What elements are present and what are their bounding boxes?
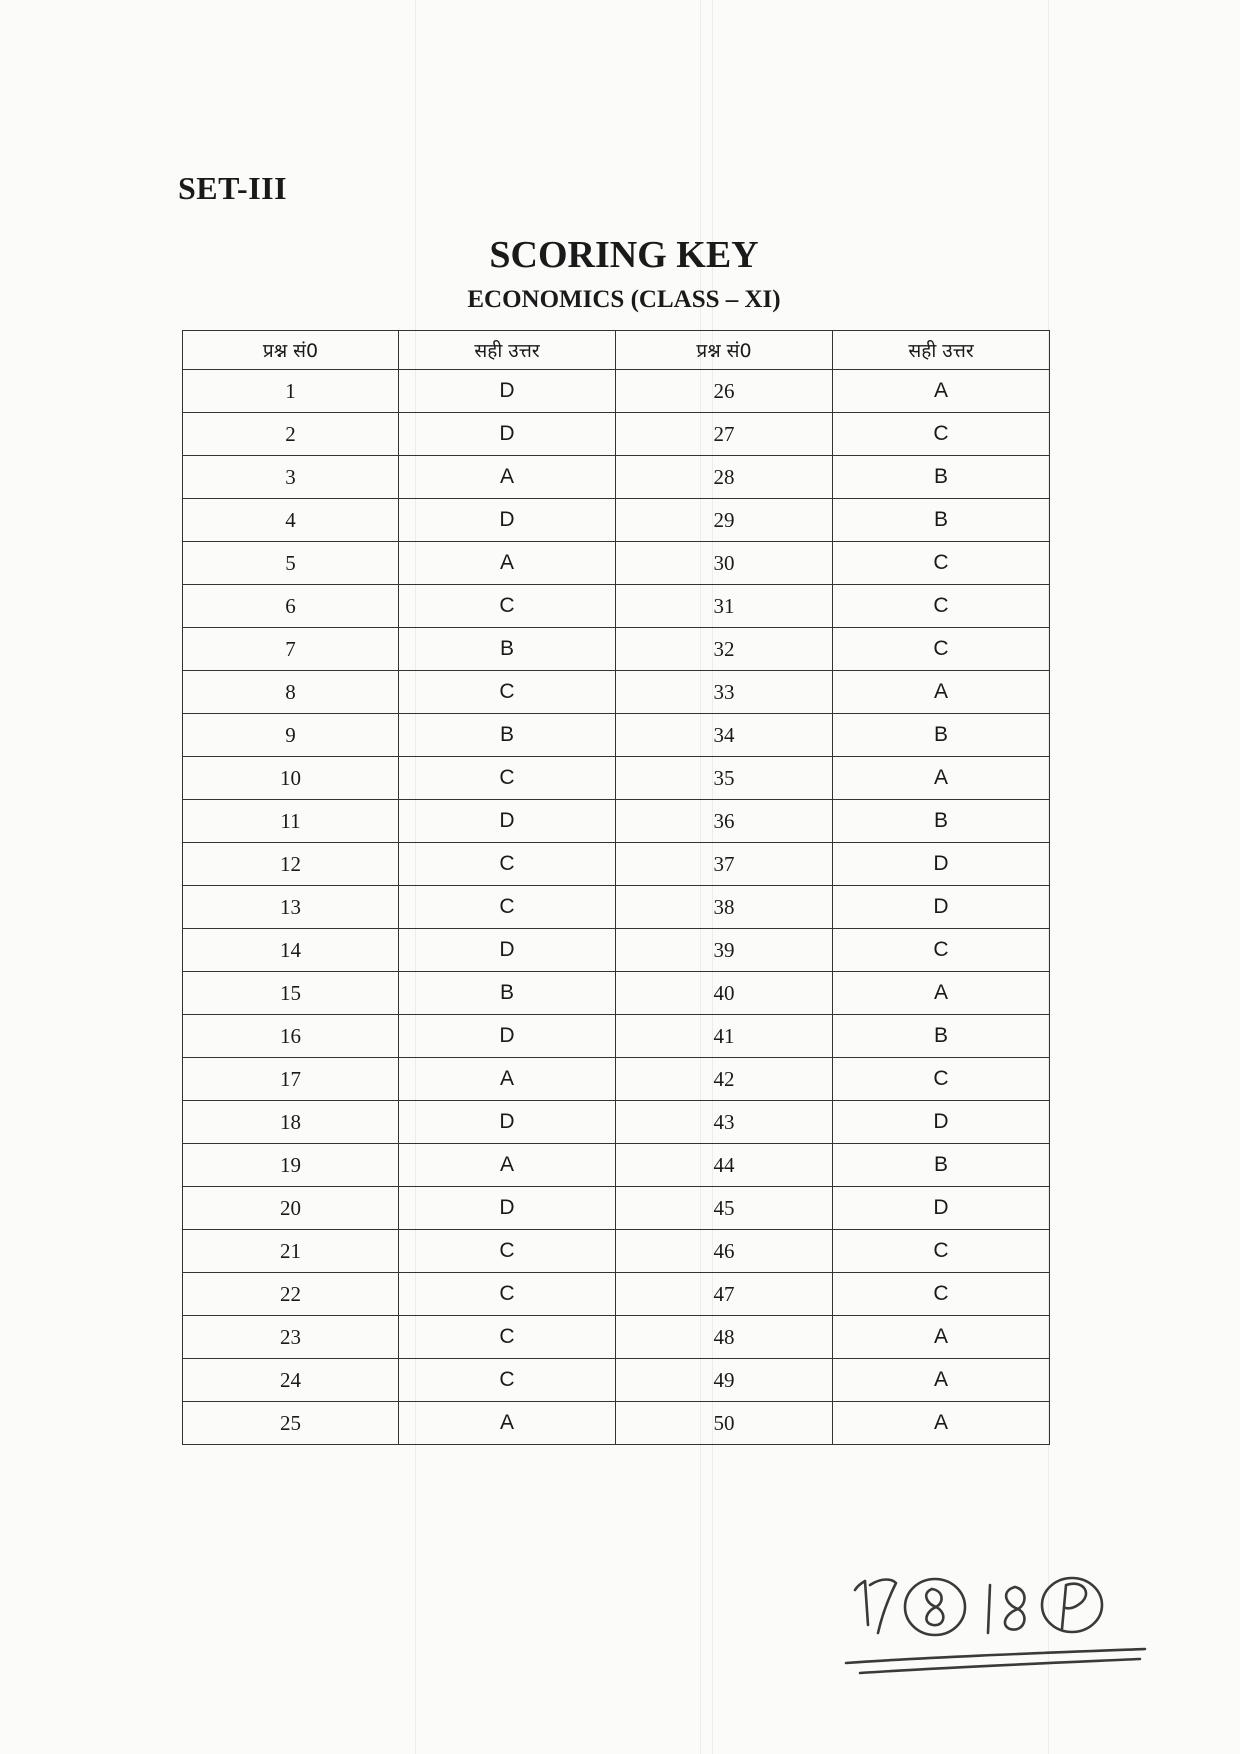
answer-cell: A — [833, 1316, 1050, 1359]
answer-cell: C — [399, 671, 616, 714]
answer-cell: A — [833, 671, 1050, 714]
answer-cell: A — [833, 757, 1050, 800]
table-row — [183, 499, 1050, 542]
question-number-cell: 50 — [616, 1402, 833, 1445]
answer-cell: A — [833, 972, 1050, 1015]
answer-cell: C — [833, 413, 1050, 456]
table-row — [183, 1058, 1050, 1101]
answer-cell: B — [399, 714, 616, 757]
question-number-cell: 3 — [183, 456, 399, 499]
question-number-cell: 5 — [183, 542, 399, 585]
set-label: SET-III — [178, 170, 288, 206]
answer-cell: A — [399, 1058, 616, 1101]
question-number-cell: 17 — [183, 1058, 399, 1101]
table-row — [183, 1101, 1050, 1144]
answer-cell: A — [399, 542, 616, 585]
question-number-cell: 26 — [616, 370, 833, 413]
table-row — [183, 757, 1050, 800]
answer-cell: B — [399, 628, 616, 671]
table-row — [183, 714, 1050, 757]
question-number-cell: 14 — [183, 929, 399, 972]
question-number-cell: 32 — [616, 628, 833, 671]
table-row — [183, 542, 1050, 585]
page-title: SCORING KEY — [489, 234, 759, 276]
answer-cell: A — [833, 370, 1050, 413]
answer-cell: D — [399, 929, 616, 972]
question-number-cell: 1 — [183, 370, 399, 413]
question-number-cell: 4 — [183, 499, 399, 542]
question-number-cell: 13 — [183, 886, 399, 929]
scoring-key-table — [182, 330, 1050, 1445]
answer-cell: C — [399, 1359, 616, 1402]
column-header-question-no: प्रश्न सं0 — [616, 331, 833, 370]
question-number-cell: 43 — [616, 1101, 833, 1144]
table-row — [183, 800, 1050, 843]
question-number-cell: 6 — [183, 585, 399, 628]
answer-cell: A — [833, 1359, 1050, 1402]
answer-cell: C — [833, 1273, 1050, 1316]
table-row — [183, 370, 1050, 413]
question-number-cell: 36 — [616, 800, 833, 843]
answer-cell: D — [399, 1187, 616, 1230]
answer-cell: B — [833, 800, 1050, 843]
question-number-cell: 24 — [183, 1359, 399, 1402]
question-number-cell: 30 — [616, 542, 833, 585]
question-number-cell: 22 — [183, 1273, 399, 1316]
question-number-cell: 11 — [183, 800, 399, 843]
answer-cell: C — [833, 929, 1050, 972]
answer-cell: B — [833, 499, 1050, 542]
answer-cell: D — [399, 499, 616, 542]
handwritten-signature — [840, 1555, 1160, 1695]
question-number-cell: 42 — [616, 1058, 833, 1101]
question-number-cell: 16 — [183, 1015, 399, 1058]
question-number-cell: 45 — [616, 1187, 833, 1230]
answer-cell: C — [399, 1230, 616, 1273]
question-number-cell: 28 — [616, 456, 833, 499]
table-row — [183, 1273, 1050, 1316]
answer-cell: C — [833, 542, 1050, 585]
question-number-cell: 23 — [183, 1316, 399, 1359]
table-row — [183, 1230, 1050, 1273]
answer-cell: D — [833, 1187, 1050, 1230]
page-subtitle: ECONOMICS (CLASS – XI) — [467, 286, 781, 313]
table-row — [183, 1316, 1050, 1359]
answer-cell: B — [833, 456, 1050, 499]
table-row — [183, 671, 1050, 714]
answer-cell: A — [399, 1144, 616, 1187]
question-number-cell: 46 — [616, 1230, 833, 1273]
question-number-cell: 44 — [616, 1144, 833, 1187]
answer-cell: B — [399, 972, 616, 1015]
table-row — [183, 929, 1050, 972]
question-number-cell: 47 — [616, 1273, 833, 1316]
column-header-correct-answer: सही उत्तर — [399, 331, 616, 370]
answer-cell: A — [399, 1402, 616, 1445]
question-number-cell: 19 — [183, 1144, 399, 1187]
table-row — [183, 1187, 1050, 1230]
answer-cell: A — [399, 456, 616, 499]
question-number-cell: 38 — [616, 886, 833, 929]
question-number-cell: 49 — [616, 1359, 833, 1402]
question-number-cell: 33 — [616, 671, 833, 714]
table-row — [183, 972, 1050, 1015]
table-row — [183, 585, 1050, 628]
answer-cell: A — [833, 1402, 1050, 1445]
question-number-cell: 31 — [616, 585, 833, 628]
question-number-cell: 35 — [616, 757, 833, 800]
question-number-cell: 7 — [183, 628, 399, 671]
answer-cell: C — [833, 1230, 1050, 1273]
column-header-question-no: प्रश्न सं0 — [183, 331, 399, 370]
question-number-cell: 25 — [183, 1402, 399, 1445]
answer-cell: D — [399, 413, 616, 456]
answer-cell: D — [399, 800, 616, 843]
answer-cell: C — [399, 843, 616, 886]
question-number-cell: 10 — [183, 757, 399, 800]
column-header-correct-answer: सही उत्तर — [833, 331, 1050, 370]
question-number-cell: 39 — [616, 929, 833, 972]
answer-cell: D — [833, 843, 1050, 886]
question-number-cell: 20 — [183, 1187, 399, 1230]
answer-cell: D — [833, 886, 1050, 929]
question-number-cell: 18 — [183, 1101, 399, 1144]
answer-cell: D — [833, 1101, 1050, 1144]
answer-cell: D — [399, 1015, 616, 1058]
table-body — [183, 370, 1050, 1445]
answer-cell: B — [833, 1015, 1050, 1058]
table-row — [183, 886, 1050, 929]
table-row — [183, 1402, 1050, 1445]
answer-cell: C — [399, 1273, 616, 1316]
question-number-cell: 29 — [616, 499, 833, 542]
answer-cell: C — [399, 886, 616, 929]
table-row — [183, 456, 1050, 499]
answer-cell: D — [399, 1101, 616, 1144]
question-number-cell: 37 — [616, 843, 833, 886]
question-number-cell: 41 — [616, 1015, 833, 1058]
table-header-row — [183, 331, 1050, 370]
answer-cell: C — [833, 1058, 1050, 1101]
answer-cell: C — [833, 585, 1050, 628]
question-number-cell: 12 — [183, 843, 399, 886]
table-row — [183, 413, 1050, 456]
answer-cell: C — [833, 628, 1050, 671]
answer-cell: D — [399, 370, 616, 413]
question-number-cell: 9 — [183, 714, 399, 757]
question-number-cell: 8 — [183, 671, 399, 714]
answer-cell: B — [833, 1144, 1050, 1187]
table-row — [183, 843, 1050, 886]
table-row — [183, 1144, 1050, 1187]
answer-cell: C — [399, 757, 616, 800]
answer-cell: B — [833, 714, 1050, 757]
question-number-cell: 34 — [616, 714, 833, 757]
question-number-cell: 2 — [183, 413, 399, 456]
table-row — [183, 1359, 1050, 1402]
answer-cell: C — [399, 585, 616, 628]
question-number-cell: 40 — [616, 972, 833, 1015]
table-row — [183, 628, 1050, 671]
table-row — [183, 1015, 1050, 1058]
question-number-cell: 15 — [183, 972, 399, 1015]
answer-cell: C — [399, 1316, 616, 1359]
question-number-cell: 21 — [183, 1230, 399, 1273]
question-number-cell: 27 — [616, 413, 833, 456]
question-number-cell: 48 — [616, 1316, 833, 1359]
